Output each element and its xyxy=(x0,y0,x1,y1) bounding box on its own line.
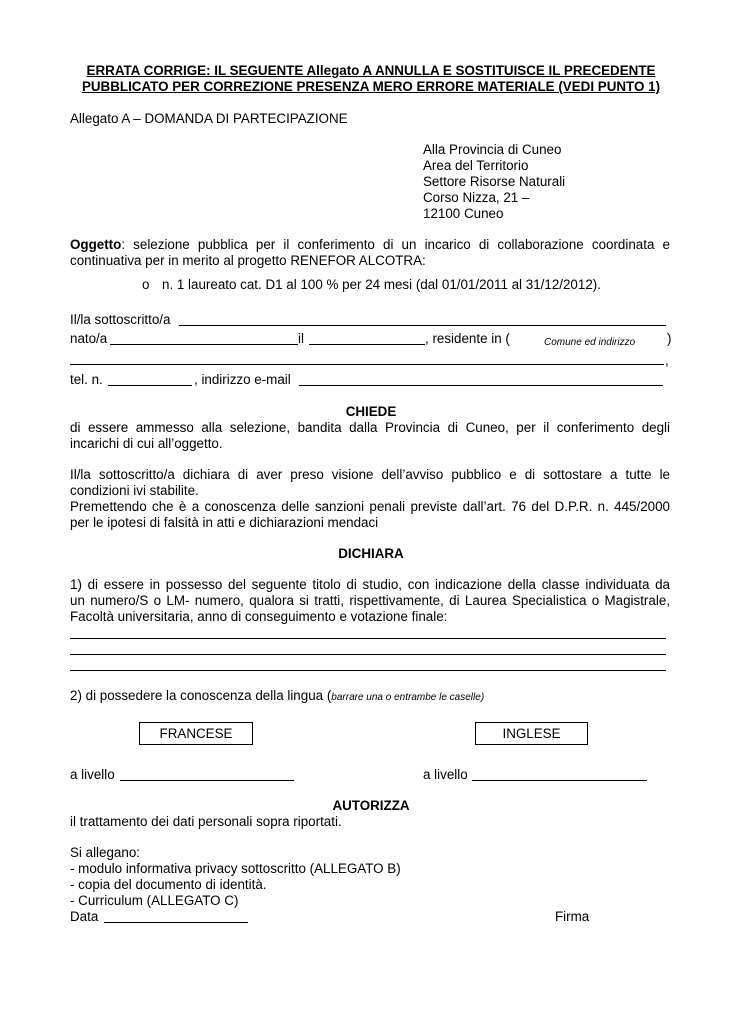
dichiarazione-line-2: condizioni ivi stabilite. xyxy=(70,483,199,498)
name-field[interactable] xyxy=(179,311,666,326)
autorizza-text: il trattamento dei dati personali sopra riportati. xyxy=(70,814,342,829)
dichiarazione-line-4: per le ipotesi di falsità in atti e dichiarazioni mendaci xyxy=(70,515,379,530)
chiede-heading: CHIEDE xyxy=(345,404,397,419)
chiede-line-1: di essere ammesso alla selezione, bandita dalla Provincia di Cuneo, per il conferimento degli xyxy=(70,420,670,435)
dichiara-p1-line-1: 1) di essere in possesso del seguente titolo di studio, con indicazione della classe individuata da xyxy=(70,577,670,592)
autorizza-heading: AUTORIZZA xyxy=(332,798,410,813)
titolo-studio-field-1[interactable] xyxy=(70,638,666,639)
data-field[interactable] xyxy=(104,908,248,923)
dichiara-heading: DICHIARA xyxy=(338,546,404,561)
birthdate-field[interactable] xyxy=(309,330,425,345)
email-field[interactable] xyxy=(299,371,663,386)
english-level-field[interactable] xyxy=(472,766,647,781)
il-label: il xyxy=(298,331,304,346)
recipient-line-4: Corso Nizza, 21 – xyxy=(423,190,530,205)
oggetto-line-2: continuativa per in merito al progetto RENEFOR ALCOTRA: xyxy=(70,253,426,268)
tel-label: tel. n. xyxy=(70,372,103,387)
titolo-studio-field-3[interactable] xyxy=(70,670,666,671)
data-label: Data xyxy=(70,909,99,924)
close-paren: ) xyxy=(667,331,672,346)
dichiara-p2-hint: barrare una o entrambe le caselle) xyxy=(331,692,485,703)
oggetto-bullet: o xyxy=(142,277,150,292)
firma-label: Firma xyxy=(555,909,590,924)
dichiarazione-line-1: Il/la sottoscritto/a dichiara di aver preso visione dell’avviso pubblico e di sottostare a tutte le xyxy=(70,467,670,482)
recipient-line-5: 12100 Cuneo xyxy=(423,206,504,221)
francese-checkbox[interactable]: FRANCESE xyxy=(139,722,253,745)
dichiara-p2 xyxy=(70,688,484,703)
allegati-item-1: - modulo informativa privacy sottoscritto (ALLEGATO B) xyxy=(70,861,401,876)
titolo-studio-field-2[interactable] xyxy=(70,654,666,655)
recipient-address xyxy=(423,142,565,222)
allegati-item-3: - Curriculum (ALLEGATO C) xyxy=(70,893,239,908)
oggetto-line-1 xyxy=(70,237,670,253)
sottoscritto-label: Il/la sottoscritto/a xyxy=(70,312,171,327)
french-level-field[interactable] xyxy=(120,766,294,781)
allegati-title: Si allegano: xyxy=(70,845,140,860)
dichiara-p1-line-3: Facoltà universitaria, anno di conseguimento e votazione finale: xyxy=(70,609,448,624)
birthplace-field[interactable] xyxy=(110,330,298,345)
email-label: , indirizzo e-mail xyxy=(194,372,291,387)
address-comma: , xyxy=(665,353,669,368)
oggetto-label: Oggetto xyxy=(70,237,122,252)
allegati-item-2: - copia del documento di identità. xyxy=(70,877,267,892)
oggetto-text-1: : selezione pubblica per il conferimento di un incarico di collaborazione coordinata e xyxy=(121,237,670,252)
recipient-line-2: Area del Territorio xyxy=(423,158,529,173)
chiede-line-2: incarichi di cui all’oggetto. xyxy=(70,436,223,451)
address-field[interactable] xyxy=(70,350,664,365)
comune-hint: Comune ed indirizzo xyxy=(544,337,636,348)
dichiara-p1-line-2: un numero/S o LM- numero, qualora si tratti, rispettivamente, di Laurea Specialistica o Magistrale, xyxy=(70,593,670,608)
nato-label: nato/a xyxy=(70,331,108,346)
inglese-checkbox[interactable]: INGLESE xyxy=(475,722,588,745)
tel-field[interactable] xyxy=(108,371,192,386)
residente-label: , residente in ( xyxy=(425,331,510,346)
dichiarazione-line-3: Premettendo che è a conoscenza delle sanzioni penali previste dall’art. 76 del D.P.R. n. 445/2000 xyxy=(70,499,670,514)
oggetto-bullet-text: n. 1 laureato cat. D1 al 100 % per 24 mesi (dal 01/01/2011 al 31/12/2012). xyxy=(162,277,601,292)
recipient-line-1: Alla Provincia di Cuneo xyxy=(423,142,562,157)
dichiara-p2-text: 2) di possedere la conoscenza della lingua ( xyxy=(70,688,332,703)
errata-corrige-notice xyxy=(70,63,672,95)
french-level-label: a livello xyxy=(70,767,115,782)
recipient-line-3: Settore Risorse Naturali xyxy=(423,174,566,189)
allegato-title: Allegato A – DOMANDA DI PARTECIPAZIONE xyxy=(70,111,348,126)
errata-line-1: ERRATA CORRIGE: IL SEGUENTE Allegato A ANNULLA E SOSTITUISCE IL PRECEDENTE xyxy=(86,63,656,78)
errata-line-2: PUBBLICATO PER CORREZIONE PRESENZA MERO ERRORE MATERIALE (VEDI PUNTO 1) xyxy=(81,79,661,94)
english-level-label: a livello xyxy=(423,767,468,782)
